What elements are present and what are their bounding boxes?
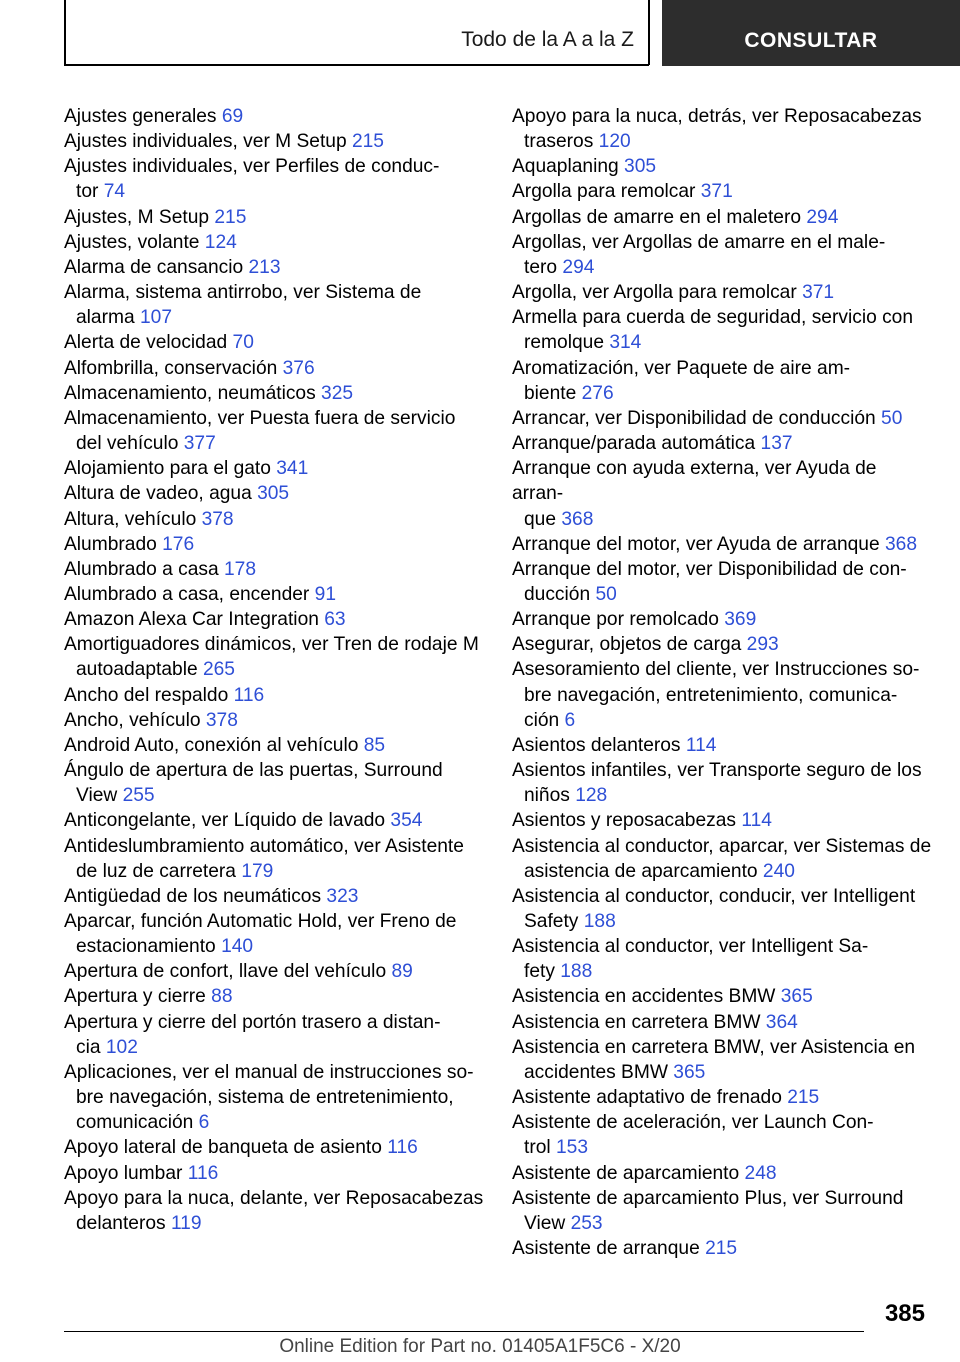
index-entry xyxy=(512,1186,932,1236)
index-entry-text: Argolla para remolcar 371 xyxy=(512,181,733,203)
index-entry-text: Asientos infantiles, ver Transporte seguro de los xyxy=(512,760,922,782)
page-link[interactable]: 294 xyxy=(562,256,595,278)
page-link[interactable]: 368 xyxy=(561,508,594,530)
page-link[interactable]: 50 xyxy=(595,583,617,605)
footer-divider xyxy=(64,1331,864,1332)
index-entry xyxy=(64,205,484,230)
index-entry xyxy=(64,984,484,1009)
index-entry xyxy=(64,758,484,808)
index-entry xyxy=(512,557,932,607)
page-link[interactable]: 378 xyxy=(201,508,234,530)
page-link[interactable]: 371 xyxy=(700,181,733,203)
index-entry xyxy=(64,683,484,708)
index-entry-text: fety 188 xyxy=(524,961,593,983)
index-entry-text: Argollas de amarre en el maletero 294 xyxy=(512,206,839,228)
index-entry xyxy=(64,708,484,733)
page-link[interactable]: 354 xyxy=(390,810,423,832)
index-entry-text: Alumbrado 176 xyxy=(64,533,195,555)
page-link[interactable]: 248 xyxy=(744,1162,777,1184)
index-entry-text: Almacenamiento, ver Puesta fuera de servicio xyxy=(64,407,456,429)
page-link[interactable]: 314 xyxy=(609,332,642,354)
index-entry xyxy=(64,230,484,255)
page-link[interactable]: 116 xyxy=(187,1162,219,1184)
index-entry xyxy=(512,230,932,280)
page-link[interactable]: 376 xyxy=(282,357,315,379)
index-entry-text: alarma 107 xyxy=(76,307,172,329)
index-entry xyxy=(512,431,932,456)
index-column-left xyxy=(64,104,484,1236)
index-entry xyxy=(64,481,484,506)
page-link[interactable]: 215 xyxy=(351,131,384,153)
index-entry-text: Asistencia al conductor, ver Intelligent Sa- xyxy=(512,936,869,958)
page-link[interactable]: 102 xyxy=(105,1036,138,1058)
index-entry-text: Asistente de arranque 215 xyxy=(512,1238,738,1260)
page-link[interactable]: 89 xyxy=(391,961,413,983)
page-link[interactable]: 294 xyxy=(806,206,839,228)
page-link[interactable]: 305 xyxy=(257,483,290,505)
index-entry xyxy=(64,808,484,833)
index-entry-text: Alarma de cansancio 213 xyxy=(64,256,281,278)
index-entry-text: que 368 xyxy=(524,508,594,530)
index-entry-text: Asientos y reposacabezas 114 xyxy=(512,810,772,832)
page-link[interactable]: 253 xyxy=(570,1212,603,1234)
index-entry xyxy=(64,381,484,406)
index-entry xyxy=(512,305,932,355)
index-entry xyxy=(512,1010,932,1035)
index-entry-text: Aquaplaning 305 xyxy=(512,156,657,178)
index-entry-text: Apoyo lumbar 116 xyxy=(64,1162,219,1184)
index-entry xyxy=(64,557,484,582)
index-entry-text: View 253 xyxy=(524,1212,603,1234)
index-entry-text: Alfombrilla, conservación 376 xyxy=(64,357,315,379)
page-link[interactable]: 341 xyxy=(276,458,309,480)
index-entry-text: ción 6 xyxy=(524,709,576,731)
index-entry-text: Apoyo lateral de banqueta de asiento 116 xyxy=(64,1137,418,1159)
index-entry-text: Asistencia en carretera BMW 364 xyxy=(512,1011,798,1033)
index-entry xyxy=(512,607,932,632)
index-entry xyxy=(64,356,484,381)
index-entry xyxy=(512,104,932,154)
index-entry xyxy=(512,179,932,204)
index-entry xyxy=(512,984,932,1009)
index-entry-text: Amazon Alexa Car Integration 63 xyxy=(64,609,346,631)
index-entry-text: Aparcar, función Automatic Hold, ver Freno de xyxy=(64,911,457,932)
index-entry-text: Asistencia en accidentes BMW 365 xyxy=(512,986,813,1008)
index-entry xyxy=(512,532,932,557)
index-entry xyxy=(512,884,932,934)
page-link[interactable]: 114 xyxy=(685,734,717,756)
index-entry-text: cia 102 xyxy=(76,1036,138,1058)
index-entry-text: Alumbrado a casa, encender 91 xyxy=(64,583,336,605)
page-link[interactable]: 88 xyxy=(211,986,233,1008)
page-link[interactable]: 276 xyxy=(581,382,614,404)
page-link[interactable]: 378 xyxy=(205,709,238,731)
index-entry-text: Alarma, sistema antirrobo, ver Sistema de xyxy=(64,282,422,304)
index-entry-text: View 255 xyxy=(76,785,155,807)
index-entry-text: Apertura de confort, llave del vehículo 89 xyxy=(64,961,413,983)
page-link[interactable]: 240 xyxy=(762,860,795,882)
index-entry-text: Ajustes generales 69 xyxy=(64,106,244,127)
index-entry-text: Asistente adaptativo de frenado 215 xyxy=(512,1087,820,1109)
index-entry xyxy=(64,154,484,204)
page-link[interactable]: 305 xyxy=(624,156,657,178)
index-entry-text: Aplicaciones, ver el manual de instrucciones so- xyxy=(64,1061,474,1083)
page-link[interactable]: 215 xyxy=(705,1238,738,1260)
index-entry xyxy=(64,909,484,959)
index-entry xyxy=(64,129,484,154)
header-border-right xyxy=(648,0,650,65)
index-entry xyxy=(64,1135,484,1160)
index-entry-text: Asegurar, objetos de carga 293 xyxy=(512,634,779,656)
index-entry-text: Aromatización, ver Paquete de aire am- xyxy=(512,357,851,379)
page-link[interactable]: 85 xyxy=(363,734,386,756)
index-entry-text: Armella para cuerda de seguridad, servicio con xyxy=(512,307,914,329)
index-entry-text: Ángulo de apertura de las puertas, Surround xyxy=(64,760,443,782)
header-border-bottom xyxy=(64,64,649,66)
index-entry-text: bre navegación, sistema de entretenimiento, xyxy=(76,1087,454,1109)
footer-edition-text: Online Edition for Part no. 01405A1F5C6 - X/20 xyxy=(279,1336,681,1357)
index-entry-text: Argollas, ver Argollas de amarre en el male- xyxy=(512,231,886,253)
index-entry-text: del vehículo 377 xyxy=(76,433,216,455)
index-entry-text: Asistente de aparcamiento Plus, ver Surround xyxy=(512,1187,904,1209)
page-link[interactable]: 114 xyxy=(741,810,772,832)
page-link[interactable]: 70 xyxy=(232,332,254,354)
page-link[interactable]: 91 xyxy=(314,583,336,605)
page-link[interactable]: 50 xyxy=(881,407,903,429)
index-entry-text: traseros 120 xyxy=(524,131,631,153)
index-entry xyxy=(512,758,932,808)
index-entry xyxy=(512,657,932,732)
index-entry xyxy=(64,1060,484,1135)
index-entry xyxy=(64,1010,484,1060)
index-entry xyxy=(64,255,484,280)
page-link[interactable]: 369 xyxy=(724,609,757,631)
index-entry-text: Ancho, vehículo 378 xyxy=(64,709,238,731)
page-link[interactable]: 116 xyxy=(233,684,265,706)
index-entry-text: Asientos delanteros 114 xyxy=(512,734,717,756)
index-entry xyxy=(64,959,484,984)
page-link[interactable]: 365 xyxy=(673,1061,706,1083)
index-entry xyxy=(512,632,932,657)
page-link[interactable]: 63 xyxy=(324,609,346,631)
page-link[interactable]: 178 xyxy=(223,558,256,580)
index-entry-text: biente 276 xyxy=(524,382,614,404)
index-entry xyxy=(64,406,484,456)
page-link[interactable]: 137 xyxy=(760,433,793,455)
index-entry xyxy=(64,456,484,481)
index-entry-text: Ajustes, M Setup 215 xyxy=(64,206,247,228)
index-entry-text: Anticongelante, ver Líquido de lavado 354 xyxy=(64,810,423,832)
index-entry-text: Alumbrado a casa 178 xyxy=(64,558,256,580)
page-link[interactable]: 107 xyxy=(139,307,172,329)
index-entry-text: Asistencia al conductor, aparcar, ver Sistemas de xyxy=(512,835,932,857)
index-entry-text: Ajustes individuales, ver M Setup 215 xyxy=(64,131,384,153)
index-entry xyxy=(64,632,484,682)
index-entry xyxy=(512,1236,932,1261)
page-link[interactable]: 368 xyxy=(884,533,917,555)
index-entry-text: Amortiguadores dinámicos, ver Tren de rodaje M xyxy=(64,634,479,656)
page-link[interactable]: 365 xyxy=(780,986,813,1008)
index-entry-text: bre navegación, entretenimiento, comunica- xyxy=(524,684,898,706)
page-link[interactable]: 69 xyxy=(221,106,244,127)
index-entry-text: Ajustes individuales, ver Perfiles de conduc- xyxy=(64,156,440,178)
index-entry xyxy=(512,456,932,531)
page-link[interactable]: 179 xyxy=(241,860,274,882)
index-entry-text: Arrancar, ver Disponibilidad de conducción 50 xyxy=(512,407,903,429)
index-entry-text: Apertura y cierre 88 xyxy=(64,986,233,1008)
page-link[interactable]: 6 xyxy=(564,709,576,731)
index-entry xyxy=(64,1186,484,1236)
page-link[interactable]: 124 xyxy=(204,231,237,253)
page-link[interactable]: 188 xyxy=(583,911,616,932)
tab-consultar[interactable]: CONSULTAR xyxy=(662,0,960,66)
index-entry-text: comunicación 6 xyxy=(76,1112,210,1134)
index-entry-text: ducción 50 xyxy=(524,583,617,605)
page-link[interactable]: 323 xyxy=(326,885,359,907)
index-entry-text: Alerta de velocidad 70 xyxy=(64,332,254,354)
index-entry-text: accidentes BMW 365 xyxy=(524,1061,706,1083)
page-link[interactable]: 265 xyxy=(202,659,235,681)
index-entry-text: Ajustes, volante 124 xyxy=(64,231,237,253)
page-link[interactable]: 116 xyxy=(387,1137,418,1159)
index-entry xyxy=(512,1110,932,1160)
page-link[interactable]: 153 xyxy=(556,1137,589,1159)
index-entry-text: Safety 188 xyxy=(524,911,616,932)
index-entry-text: niños 128 xyxy=(524,785,608,807)
index-entry xyxy=(512,154,932,179)
index-entry xyxy=(64,330,484,355)
index-entry xyxy=(64,834,484,884)
index-entry xyxy=(512,356,932,406)
page-link[interactable]: 74 xyxy=(103,181,126,203)
index-entry xyxy=(512,280,932,305)
index-column-right xyxy=(512,104,932,1261)
index-entry xyxy=(512,406,932,431)
index-entry-text: Antigüedad de los neumáticos 323 xyxy=(64,885,359,907)
index-entry-text: Arranque del motor, ver Disponibilidad de con- xyxy=(512,558,907,580)
index-entry-text: Asistente de aparcamiento 248 xyxy=(512,1162,777,1184)
index-entry-text: Apertura y cierre del portón trasero a distan- xyxy=(64,1011,441,1033)
index-entry-text: Asesoramiento del cliente, ver Instrucciones so- xyxy=(512,659,920,681)
index-entry-text: estacionamiento 140 xyxy=(76,936,254,958)
header-border-left xyxy=(64,0,66,65)
page-link[interactable]: 325 xyxy=(321,382,354,404)
index-entry xyxy=(512,205,932,230)
index-entry-text: Alojamiento para el gato 341 xyxy=(64,458,309,480)
index-entry-text: Android Auto, conexión al vehículo 85 xyxy=(64,734,386,756)
index-entry-text: Argolla, ver Argolla para remolcar 371 xyxy=(512,282,835,304)
index-entry-text: Asistente de aceleración, ver Launch Con- xyxy=(512,1112,874,1134)
page-link[interactable]: 120 xyxy=(598,131,631,153)
index-entry-text: tor 74 xyxy=(76,181,126,203)
index-entry xyxy=(512,1161,932,1186)
section-title: Todo de la A a la Z xyxy=(461,28,634,51)
index-entry xyxy=(64,104,484,129)
index-entry xyxy=(512,934,932,984)
page-link[interactable]: 6 xyxy=(198,1112,210,1134)
index-entry xyxy=(64,582,484,607)
index-entry xyxy=(512,808,932,833)
index-entry-text: Altura de vadeo, agua 305 xyxy=(64,483,290,505)
index-entry-text: delanteros 119 xyxy=(76,1212,202,1234)
page-link[interactable]: 293 xyxy=(746,634,779,656)
page-link[interactable]: 255 xyxy=(122,785,155,807)
page-link[interactable]: 215 xyxy=(787,1087,820,1109)
index-entry-text: Antideslumbramiento automático, ver Asistente xyxy=(64,835,464,857)
page-link[interactable]: 140 xyxy=(221,936,254,958)
index-entry-text: Apoyo para la nuca, delante, ver Reposacabezas xyxy=(64,1187,484,1209)
index-entry xyxy=(512,733,932,758)
page-link[interactable]: 176 xyxy=(162,533,195,555)
index-entry xyxy=(64,884,484,909)
index-entry-text: tero 294 xyxy=(524,256,595,278)
page-link[interactable]: 119 xyxy=(170,1212,202,1234)
index-entry xyxy=(64,532,484,557)
page-link[interactable]: 215 xyxy=(214,206,247,228)
page-link[interactable]: 371 xyxy=(802,282,835,304)
index-entry-text: asistencia de aparcamiento 240 xyxy=(524,860,795,882)
index-entry-text: Almacenamiento, neumáticos 325 xyxy=(64,382,354,404)
index-entry-text: Arranque con ayuda externa, ver Ayuda de arran- xyxy=(512,458,877,505)
index-entry-text: Asistencia en carretera BMW, ver Asistencia en xyxy=(512,1036,916,1058)
page-link[interactable]: 188 xyxy=(560,961,593,983)
page-number: 385 xyxy=(884,1300,925,1327)
index-entry-text: Altura, vehículo 378 xyxy=(64,508,234,530)
index-entry-text: Ancho del respaldo 116 xyxy=(64,684,265,706)
index-entry xyxy=(512,1085,932,1110)
index-entry-text: Apoyo para la nuca, detrás, ver Reposacabezas xyxy=(512,106,922,127)
index-entry xyxy=(64,607,484,632)
index-entry-text: autoadaptable 265 xyxy=(76,659,235,681)
index-entry xyxy=(64,280,484,330)
page-link[interactable]: 213 xyxy=(248,256,281,278)
index-entry xyxy=(64,1161,484,1186)
index-entry xyxy=(64,507,484,532)
index-entry-text: Arranque/parada automática 137 xyxy=(512,433,793,455)
page-link[interactable]: 377 xyxy=(183,433,216,455)
page-link[interactable]: 128 xyxy=(575,785,608,807)
index-entry-text: Arranque por remolcado 369 xyxy=(512,609,757,631)
index-entry xyxy=(512,834,932,884)
index-entry-text: trol 153 xyxy=(524,1137,589,1159)
index-entry-text: remolque 314 xyxy=(524,332,642,354)
index-entry-text: Asistencia al conductor, conducir, ver Intelligent xyxy=(512,885,916,907)
index-entry-text: de luz de carretera 179 xyxy=(76,860,274,882)
page-link[interactable]: 364 xyxy=(765,1011,798,1033)
index-entry xyxy=(64,733,484,758)
index-entry xyxy=(512,1035,932,1085)
index-entry-text: Arranque del motor, ver Ayuda de arranque 368 xyxy=(512,533,917,555)
